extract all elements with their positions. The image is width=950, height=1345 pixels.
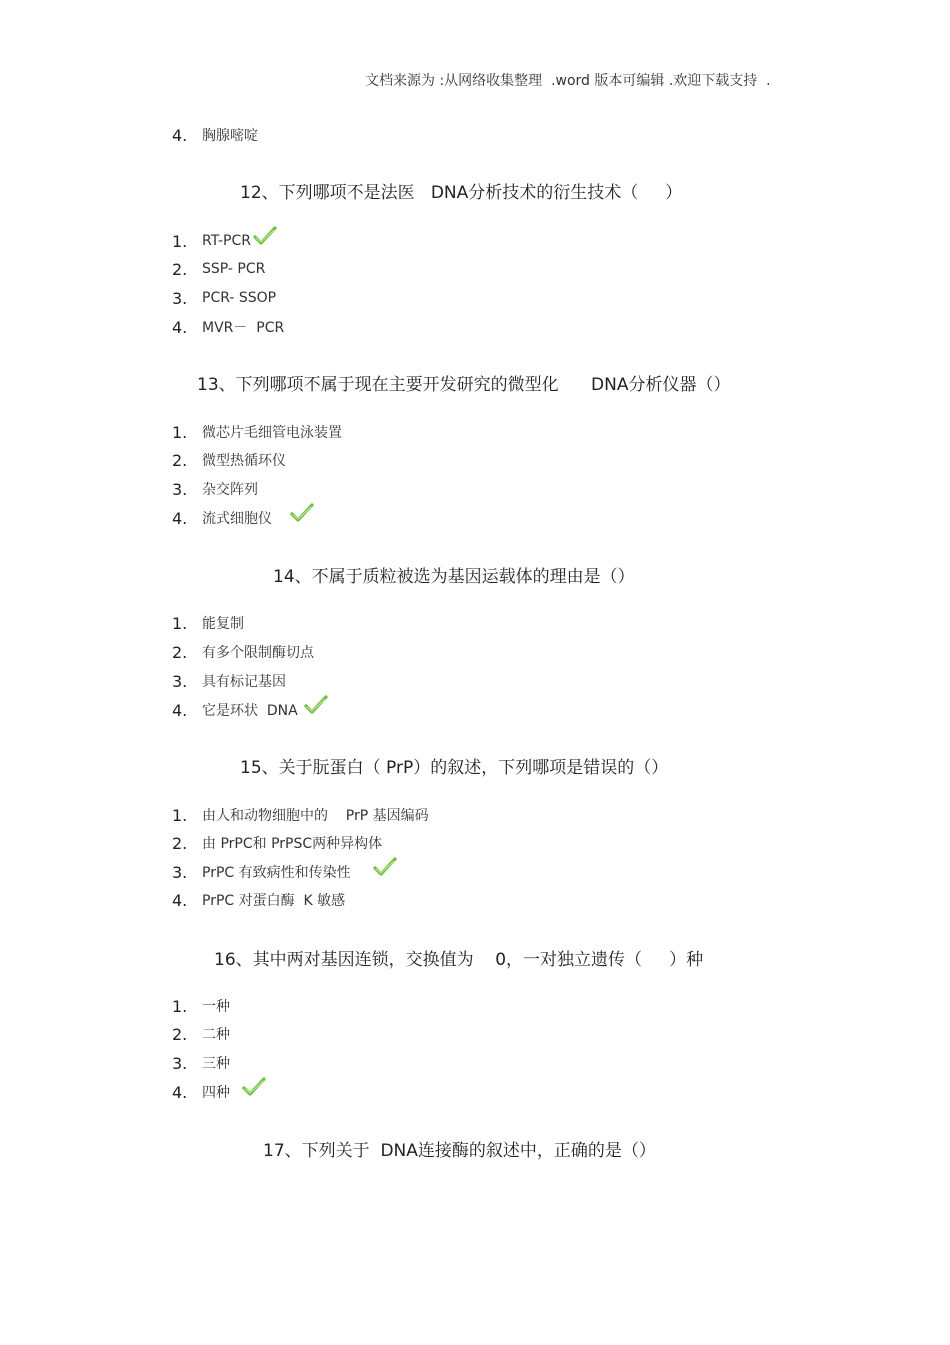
option-number: 2.: [172, 1024, 188, 1044]
checkmark-icon: [373, 857, 397, 877]
option-number: 3.: [172, 862, 188, 882]
question-title: 15、关于朊蛋白（ PrP）的叙述，下列哪项是错误的（）: [240, 758, 669, 778]
list-item: [172, 1023, 230, 1045]
option-text: 流式细胞仪: [202, 511, 272, 527]
list-item: [172, 889, 345, 911]
option-text: 四种: [202, 1085, 230, 1101]
option-number: 2.: [172, 450, 188, 470]
question-title: 13、下列哪项不属于现在主要开发研究的微型化 DNA分析仪器（）: [197, 375, 731, 395]
option-number: 2.: [172, 259, 188, 279]
option-number: 3.: [172, 288, 188, 308]
list-item: [172, 612, 244, 634]
option-number: 1.: [172, 996, 188, 1016]
option-number: 3.: [172, 1053, 188, 1073]
list-item: [172, 478, 258, 500]
option-text: MVR－ PCR: [202, 320, 285, 336]
checkmark-icon: [253, 226, 277, 246]
option-text: 能复制: [202, 616, 244, 632]
option-number: 4.: [172, 1082, 188, 1102]
option-number: 4.: [172, 125, 188, 145]
list-item: [172, 421, 342, 443]
list-item: [172, 804, 429, 826]
option-text: PCR- SSOP: [202, 290, 277, 306]
option-text: RT-PCR: [202, 233, 251, 249]
option-text: 三种: [202, 1056, 230, 1072]
option-number: 4.: [172, 317, 188, 337]
option-text: 有多个限制酶切点: [202, 645, 314, 661]
list-item: [172, 449, 286, 471]
list-item: [172, 861, 397, 883]
list-item: [172, 995, 230, 1017]
list-item: [172, 1052, 230, 1074]
option-number: 4.: [172, 508, 188, 528]
option-text: 杂交阵列: [202, 482, 258, 498]
option-number: 2.: [172, 833, 188, 853]
option-number: 2.: [172, 642, 188, 662]
list-item: [172, 258, 265, 280]
checkmark-icon: [304, 695, 328, 715]
option-number: 1.: [172, 805, 188, 825]
checkmark-icon: [242, 1077, 266, 1097]
option-text: 由人和动物细胞中的 PrP 基因编码: [202, 808, 429, 824]
list-item: [172, 507, 314, 529]
option-text: 二种: [202, 1027, 230, 1043]
list-item: [172, 641, 314, 663]
question-title: 14、不属于质粒被选为基因运载体的理由是（）: [273, 567, 635, 587]
list-item: [172, 832, 382, 854]
list-item: [172, 124, 258, 146]
list-item: [172, 230, 277, 252]
option-text: 微芯片毛细管电泳装置: [202, 425, 342, 441]
option-text: 微型热循环仪: [202, 453, 286, 469]
option-number: 4.: [172, 700, 188, 720]
option-text: SSP- PCR: [202, 261, 266, 277]
option-text: 它是环状 DNA: [202, 703, 298, 719]
option-number: 1.: [172, 422, 188, 442]
option-number: 1.: [172, 231, 188, 251]
option-number: 3.: [172, 671, 188, 691]
option-number: 4.: [172, 890, 188, 910]
option-text: 具有标记基因: [202, 674, 286, 690]
page-header: 文档来源为 :从网络收集整理 .word 版本可编辑 .欢迎下载支持 .: [365, 73, 771, 89]
checkmark-icon: [290, 503, 314, 523]
option-text: PrPC 有致病性和传染性: [202, 865, 351, 881]
option-number: 1.: [172, 613, 188, 633]
list-item: [172, 670, 286, 692]
option-number: 3.: [172, 479, 188, 499]
option-text: 胸腺嘧啶: [202, 128, 258, 144]
list-item: [172, 1081, 266, 1103]
question-title: 16、其中两对基因连锁，交换值为 0，一对独立遗传（ ）种: [214, 950, 704, 970]
question-title: 17、下列关于 DNA连接酶的叙述中，正确的是（）: [263, 1141, 656, 1161]
list-item: [172, 287, 276, 309]
option-text: PrPC 对蛋白酶 K 敏感: [202, 893, 346, 909]
question-title: 12、下列哪项不是法医 DNA分析技术的衍生技术（ ）: [240, 183, 683, 203]
list-item: [172, 316, 284, 338]
option-text: 一种: [202, 999, 230, 1015]
list-item: [172, 699, 328, 721]
option-text: 由 PrPC和 PrPSC两种异构体: [202, 836, 383, 852]
